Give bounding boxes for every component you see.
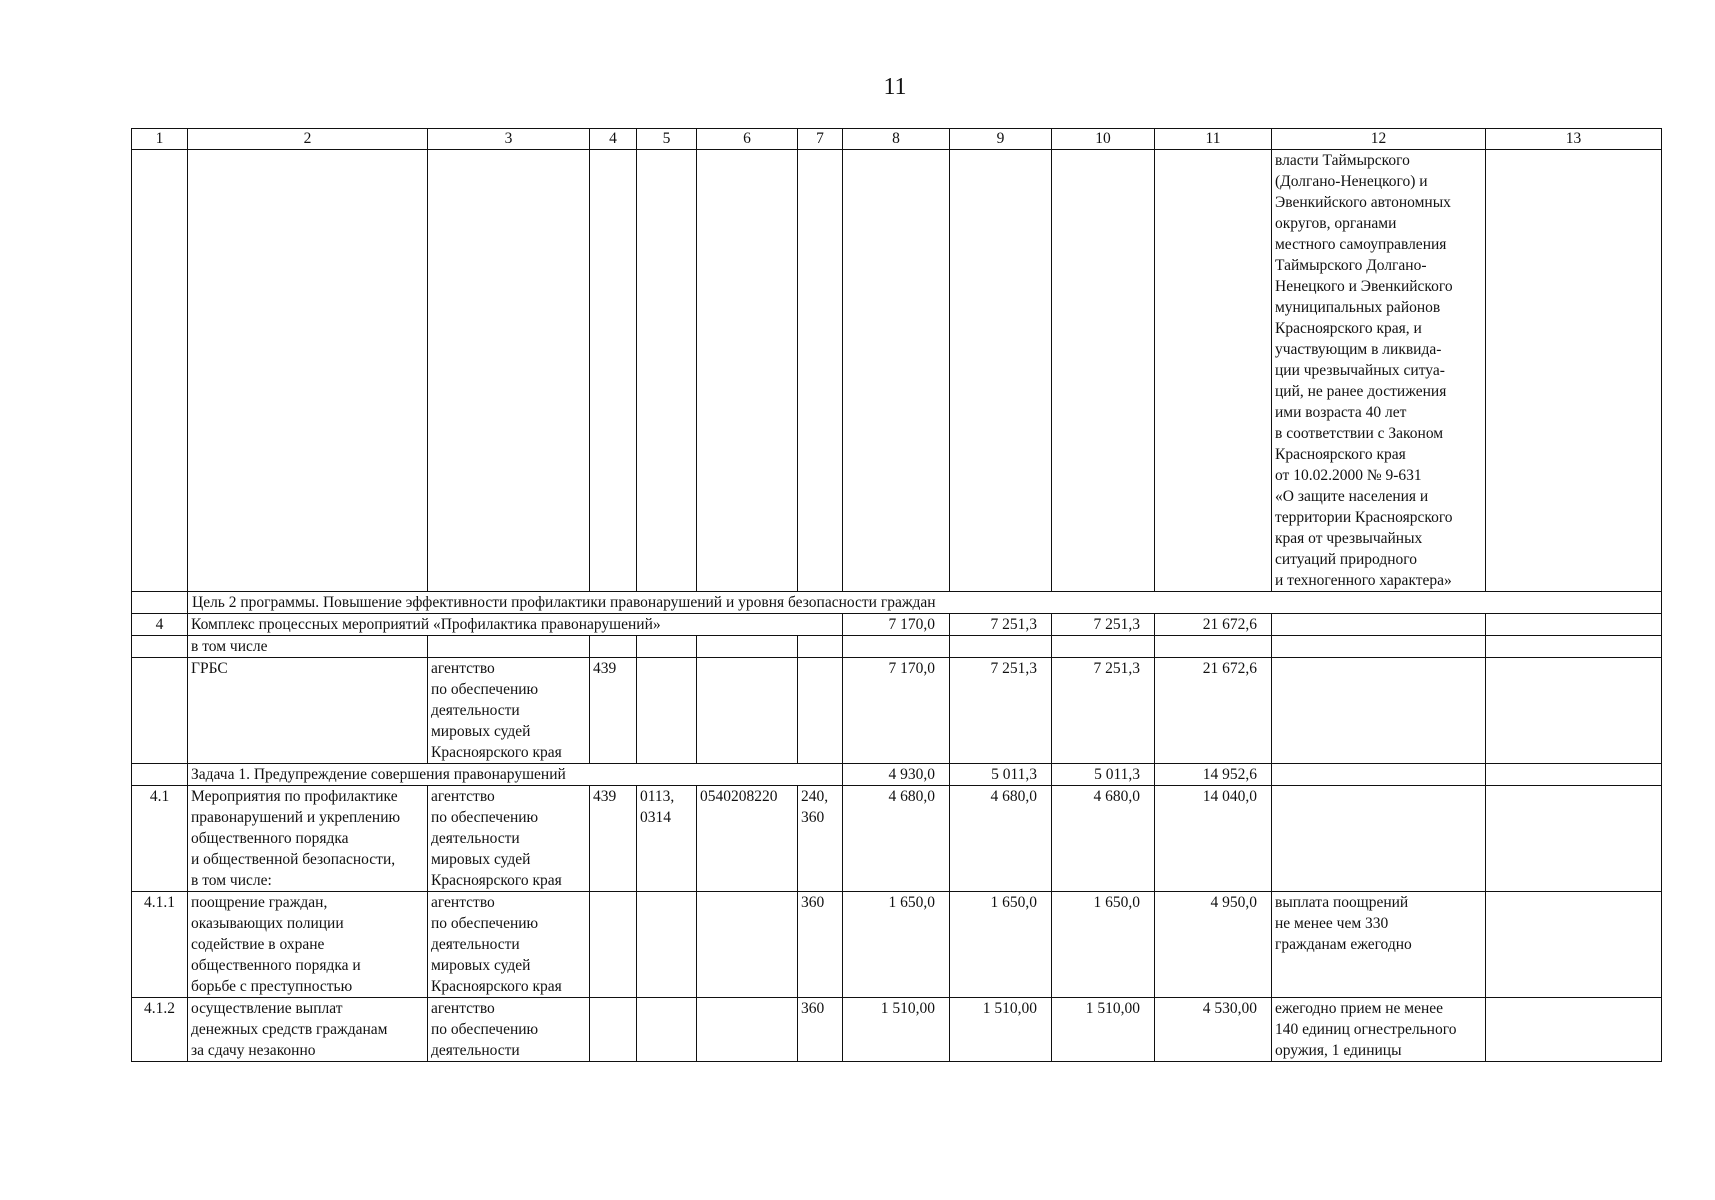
amount-cell: 7 251,3 [950, 658, 1052, 764]
header-row [132, 129, 1662, 150]
amount-cell: 7 251,3 [950, 614, 1052, 636]
amount-cell: 4 950,0 [1155, 892, 1272, 998]
agency-cell: агентство по обеспечению деятельности мировых судей Красноярского края [428, 658, 590, 764]
row-number: 4.1.1 [132, 892, 188, 998]
header-cell: 5 [637, 129, 697, 150]
row-title: поощрение граждан, оказывающих полиции содействие в охране общественного порядка и борьбе с преступностью [188, 892, 428, 998]
page-number: 11 [883, 74, 907, 100]
row-number: 4.1.2 [132, 998, 188, 1062]
header-cell: 12 [1272, 129, 1486, 150]
amount-cell: 4 680,0 [843, 786, 950, 892]
amount-cell: 7 170,0 [843, 614, 950, 636]
header-cell: 2 [188, 129, 428, 150]
table-row [132, 998, 1662, 1062]
header-cell: 7 [798, 129, 843, 150]
amount-cell: 21 672,6 [1155, 614, 1272, 636]
amount-cell: 4 680,0 [950, 786, 1052, 892]
result-cell: власти Таймырского (Долгано-Ненецкого) и Эвенкийского автономных округов, органами местного самоуправления Таймырского Долгано- Ненецкого и Эвенкийского муниципальных районов Красноярского края, и участвующим в ликвида- ции чрезвычайных ситуа- ций, не ранее достижения ими возраста 40 лет в соответствии с Законом Красноярского края от 10.02.2000 № 9-631 «О защите населения и территории Красноярского края от чрезвычайных ситуаций природного и техногенного характера» [1272, 150, 1486, 592]
amount-cell: 4 530,00 [1155, 998, 1272, 1062]
result-cell: выплата поощрений не менее чем 330 гражданам ежегодно [1272, 892, 1486, 998]
row-title: Комплекс процессных мероприятий «Профилактика правонарушений» [188, 614, 843, 636]
row-title: ГРБС [188, 658, 428, 764]
header-cell: 13 [1486, 129, 1662, 150]
agency-cell: агентство по обеспечению деятельности мировых судей Красноярского края [428, 786, 590, 892]
goal-title: Цель 2 программы. Повышение эффективности профилактики правонарушений и уровня безопасности граждан [188, 592, 1662, 614]
result-cell: ежегодно прием не менее 140 единиц огнестрельного оружия, 1 единицы [1272, 998, 1486, 1062]
amount-cell: 4 930,0 [843, 764, 950, 786]
agency-cell: агентство по обеспечению деятельности мировых судей Красноярского края [428, 892, 590, 998]
amount-cell: 7 251,3 [1052, 614, 1155, 636]
table-row [132, 786, 1662, 892]
code-cell: 360 [798, 892, 843, 998]
amount-cell: 14 040,0 [1155, 786, 1272, 892]
header-cell: 9 [950, 129, 1052, 150]
row-title: осуществление выплат денежных средств гражданам за сдачу незаконно [188, 998, 428, 1062]
header-cell: 3 [428, 129, 590, 150]
code-cell: 439 [590, 786, 637, 892]
amount-cell: 1 510,00 [950, 998, 1052, 1062]
row-number: 4.1 [132, 786, 188, 892]
code-cell: 240, 360 [798, 786, 843, 892]
table-row [132, 658, 1662, 764]
amount-cell: 14 952,6 [1155, 764, 1272, 786]
amount-cell: 5 011,3 [1052, 764, 1155, 786]
code-cell: 0540208220 [697, 786, 798, 892]
amount-cell: 1 510,00 [843, 998, 950, 1062]
task-row [132, 764, 1662, 786]
header-cell: 8 [843, 129, 950, 150]
continuation-row [132, 150, 1662, 592]
program-table [131, 128, 1662, 1062]
header-cell: 1 [132, 129, 188, 150]
agency-cell: агентство по обеспечению деятельности [428, 998, 590, 1062]
code-cell: 439 [590, 658, 637, 764]
amount-cell: 7 251,3 [1052, 658, 1155, 764]
header-cell: 4 [590, 129, 637, 150]
row-title: в том числе [188, 636, 428, 658]
task-title: Задача 1. Предупреждение совершения правонарушений [188, 764, 843, 786]
row-title: Мероприятия по профилактике правонарушений и укреплению общественного порядка и общественной безопасности, в том числе: [188, 786, 428, 892]
code-cell: 360 [798, 998, 843, 1062]
table-row [132, 892, 1662, 998]
amount-cell: 1 650,0 [950, 892, 1052, 998]
amount-cell: 1 650,0 [843, 892, 950, 998]
goal-row [132, 592, 1662, 614]
amount-cell: 21 672,6 [1155, 658, 1272, 764]
code-cell: 0113, 0314 [637, 786, 697, 892]
header-cell: 10 [1052, 129, 1155, 150]
amount-cell: 1 510,00 [1052, 998, 1155, 1062]
amount-cell: 7 170,0 [843, 658, 950, 764]
row-number: 4 [132, 614, 188, 636]
amount-cell: 5 011,3 [950, 764, 1052, 786]
header-cell: 6 [697, 129, 798, 150]
amount-cell: 1 650,0 [1052, 892, 1155, 998]
table-row [132, 636, 1662, 658]
table-row [132, 614, 1662, 636]
amount-cell: 4 680,0 [1052, 786, 1155, 892]
header-cell: 11 [1155, 129, 1272, 150]
